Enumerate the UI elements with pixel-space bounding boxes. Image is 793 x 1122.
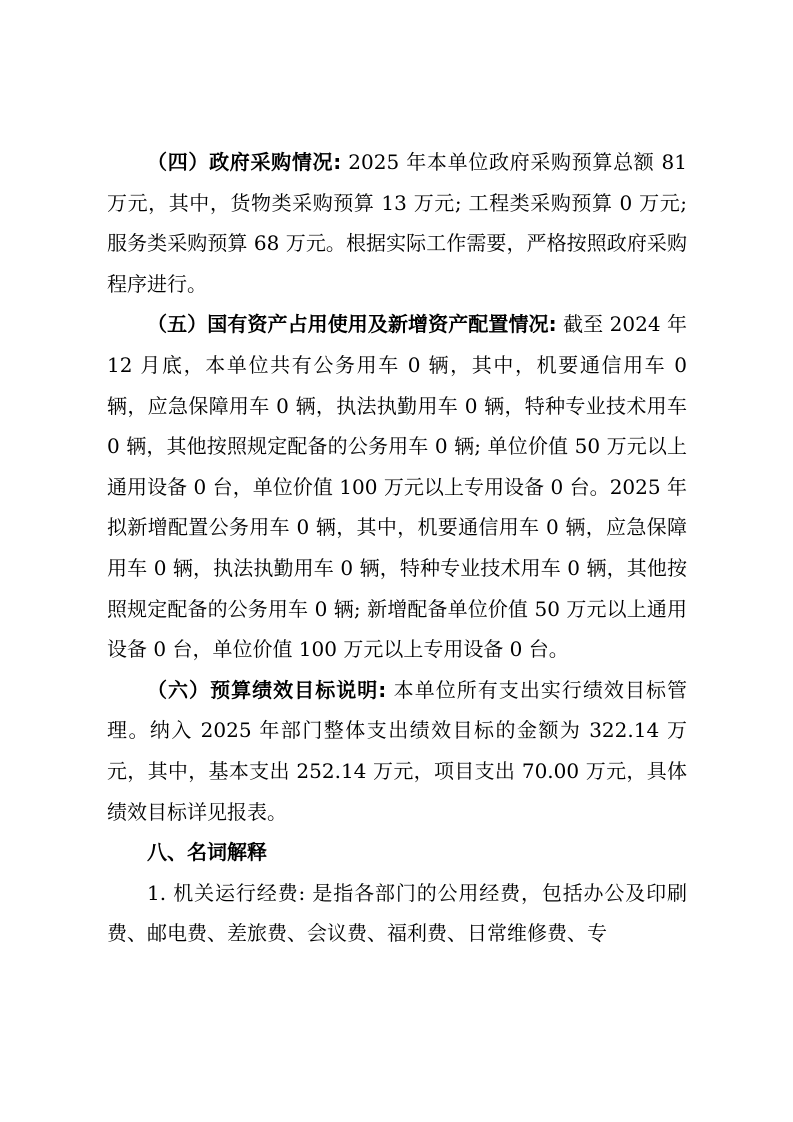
paragraph-body-procurement: 2025 年本单位政府采购预算总额 81 万元，其中，货物类采购预算 13 万元; 工程类采购预算 0 万元; 服务类采购预算 68 万元。根据实际工作需要，严格按照政府采购程序进行。	[107, 150, 687, 296]
paragraph-government-procurement	[107, 142, 687, 304]
section-heading-glossary: 八、名词解释	[147, 840, 267, 865]
paragraph-body-assets: 截至 2024 年 12 月底，本单位共有公务用车 0 辆，其中，机要通信用车 0 辆，应急保障用车 0 辆，执法执勤用车 0 辆，特种专业技术用车 0 辆，其他按照规定配备的公务用车 0 辆; 单位价值 50 万元以上通用设备 0 台，单位价值 100 万元以上专用设备 0 台。2025 年拟新增配置公务用车 0 辆，其中，机要通信用车 0 辆，应急保障用车 0 辆，执法执勤用车 0 辆，特种专业技术用车 0 辆，其他按照规定配备的公务用车 0 辆; 新增配备单位价值 50 万元以上通用设备 0 台，单位价值 100 万元以上专用设备 0 台。	[107, 312, 687, 662]
paragraph-lead-procurement: （四）政府采购情况:	[147, 150, 342, 174]
document-body	[107, 142, 687, 954]
paragraph-body-performance: 本单位所有支出实行绩效目标管理。纳入 2025 年部门整体支出绩效目标的金额为 322.14 万元，其中，基本支出 252.14 万元，项目支出 70.00 万元，具体绩效目标详见报表。	[107, 677, 687, 824]
paragraph-term-operating-expenses: 1. 机关运行经费: 是指各部门的公用经费，包括办公及印刷费、邮电费、差旅费、会议费、福利费、日常维修费、专	[107, 880, 687, 946]
paragraph-performance-targets	[107, 670, 687, 832]
paragraph-lead-assets: （五）国有资产占用使用及新增资产配置情况:	[147, 312, 557, 337]
paragraph-lead-performance: （六）预算绩效目标说明:	[147, 677, 387, 702]
paragraph-state-assets	[107, 304, 687, 669]
